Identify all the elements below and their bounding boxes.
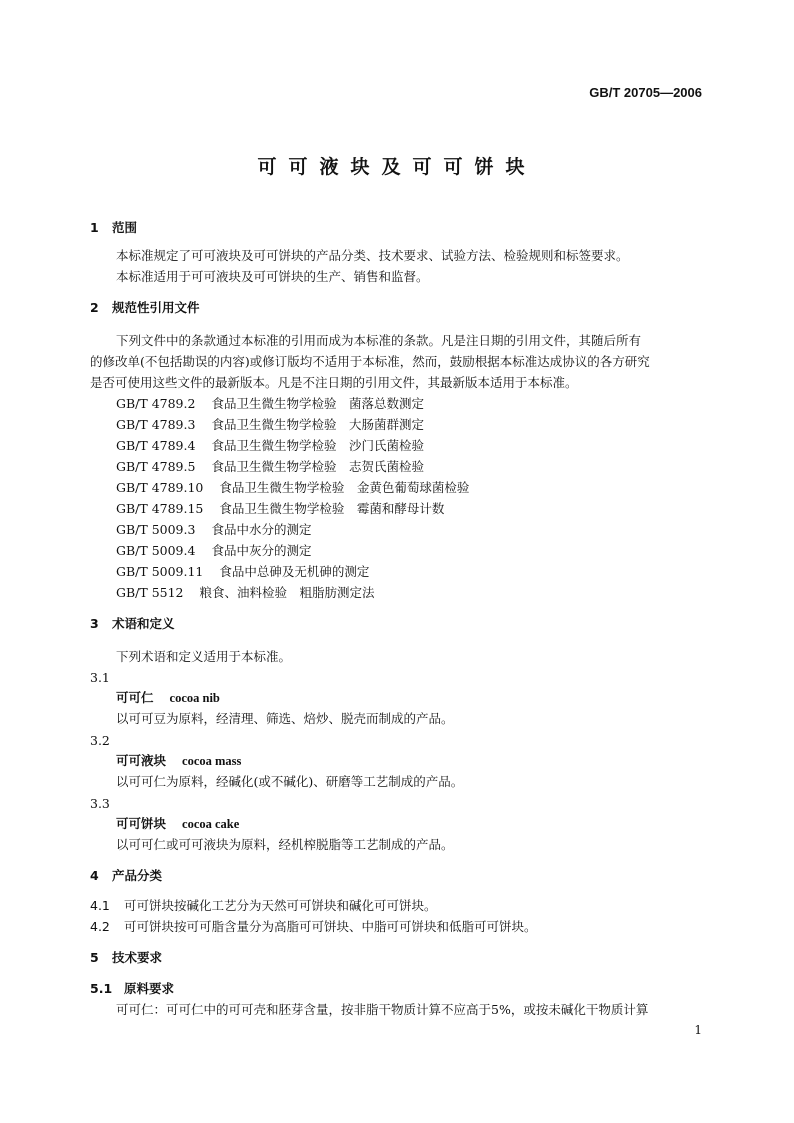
reference-code: GB/T 5009.3 [116,522,196,537]
clause-text: 可可饼块按可可脂含量分为高脂可可饼块、中脂可可饼块和低脂可可饼块。 [124,919,537,934]
section-title: 范围 [112,220,138,235]
reference-item [90,456,736,477]
reference-title: 粮食、油料检验 粗脂肪测定法 [199,585,375,600]
page-number: 1 [694,1023,702,1037]
term-definition: 以可可仁为原料，经碱化(或不碱化)、研磨等工艺制成的产品。 [116,774,464,789]
reference-title: 食品卫生微生物学检验 菌落总数测定 [211,396,424,411]
reference-title: 食品中水分的测定 [211,522,312,537]
term-en: cocoa nib [169,691,220,705]
clause-text: 可可饼块按碱化工艺分为天然可可饼块和碱化可可饼块。 [124,898,437,913]
section-number: 2 [90,300,99,315]
section-title: 技术要求 [112,950,163,965]
term-heading [90,750,736,772]
reference-item [90,561,736,582]
paragraph: 可可仁：可可仁中的可可壳和胚芽含量，按非脂干物质计算不应高于5%，或按未碱化干物质计算 [116,1002,649,1017]
term-zh: 可可仁 [116,690,154,705]
reference-item [90,498,736,519]
section-5-heading [90,947,710,968]
document-title: 可可液块及可可饼块 [257,156,537,178]
term-en: cocoa mass [182,754,242,768]
subsection-number: 5.1 [90,981,113,996]
paragraph: 的修改单(不包括勘误的内容)或修订版均不适用于本标准，然而，鼓励根据本标准达成协议的各方研究 [90,354,650,369]
section-number: 5 [90,950,99,965]
term-zh: 可可液块 [116,753,167,768]
clause-number: 4.2 [90,919,110,934]
standard-code: GB/T 20705—2006 [589,85,702,100]
section-1-heading [90,217,710,238]
clause [90,895,710,916]
reference-title: 食品卫生微生物学检验 金黄色葡萄球菌检验 [219,480,470,495]
reference-item [90,393,736,414]
section-title: 规范性引用文件 [112,300,200,315]
reference-title: 食品卫生微生物学检验 大肠菌群测定 [211,417,424,432]
paragraph: 本标准适用于可可液块及可可饼块的生产、销售和监督。 [116,269,429,284]
reference-title: 食品卫生微生物学检验 沙门氏菌检验 [211,438,424,453]
clause [90,916,710,937]
reference-item [90,540,736,561]
term-heading [90,687,736,709]
reference-title: 食品中灰分的测定 [211,543,312,558]
section-number: 1 [90,220,99,235]
term-heading [90,813,736,835]
reference-code: GB/T 5512 [116,585,184,600]
section-4-heading [90,865,710,886]
paragraph: 本标准规定了可可液块及可可饼块的产品分类、技术要求、试验方法、检验规则和标签要求。 [116,248,629,263]
reference-title: 食品卫生微生物学检验 志贺氏菌检验 [211,459,424,474]
clause-number: 4.1 [90,898,110,913]
section-number: 3 [90,616,99,631]
section-title: 产品分类 [112,868,163,883]
reference-code: GB/T 5009.11 [116,564,204,579]
term-definition: 以可可豆为原料，经清理、筛选、焙炒、脱壳而制成的产品。 [116,711,454,726]
reference-code: GB/T 4789.5 [116,459,196,474]
reference-code: GB/T 4789.2 [116,396,196,411]
reference-item [90,414,736,435]
reference-item [90,477,736,498]
section-number: 4 [90,868,99,883]
reference-code: GB/T 4789.15 [116,501,204,516]
term-definition: 以可可仁或可可液块为原料，经机榨脱脂等工艺制成的产品。 [116,837,454,852]
reference-item [90,435,736,456]
term-number: 3.2 [90,733,110,748]
reference-code: GB/T 4789.10 [116,480,204,495]
term-number: 3.1 [90,670,110,685]
term-zh: 可可饼块 [116,816,167,831]
reference-code: GB/T 4789.3 [116,417,196,432]
reference-item [90,519,736,540]
reference-code: GB/T 4789.4 [116,438,196,453]
section-2-heading [90,297,710,318]
term-number: 3.3 [90,796,110,811]
reference-title: 食品中总砷及无机砷的测定 [219,564,370,579]
subsection-heading [90,978,710,999]
section-title: 术语和定义 [112,616,175,631]
reference-title: 食品卫生微生物学检验 霉菌和酵母计数 [219,501,445,516]
reference-item [90,582,736,603]
section-3-heading [90,613,710,634]
reference-code: GB/T 5009.4 [116,543,196,558]
term-en: cocoa cake [182,817,240,831]
paragraph: 是否可使用这些文件的最新版本。凡是不注日期的引用文件，其最新版本适用于本标准。 [90,375,578,390]
paragraph: 下列文件中的条款通过本标准的引用而成为本标准的条款。凡是注日期的引用文件，其随后所有 [116,333,642,348]
paragraph: 下列术语和定义适用于本标准。 [116,649,292,664]
subsection-title: 原料要求 [124,981,175,996]
